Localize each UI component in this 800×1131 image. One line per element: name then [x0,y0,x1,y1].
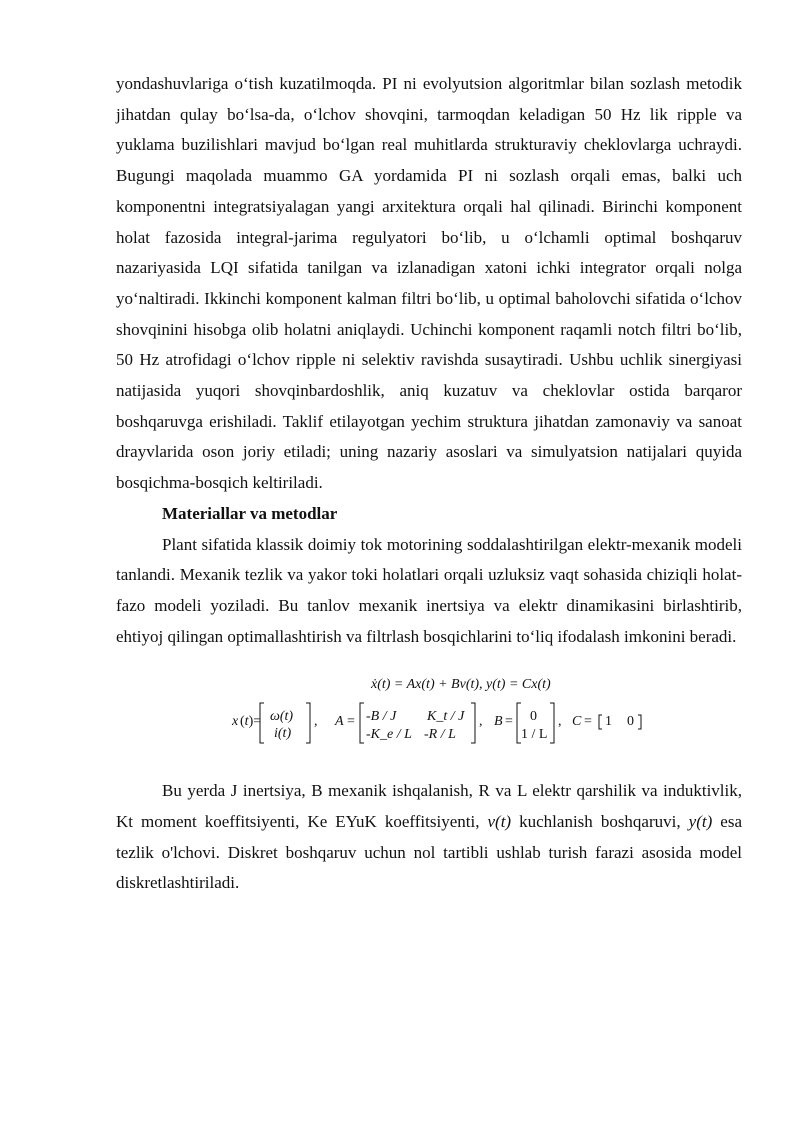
c-vector-right-bracket [638,715,641,729]
section-heading: Materiallar va metodlar [162,503,338,523]
x-vector-right-bracket [306,703,310,743]
comma-3: , [558,714,562,730]
c-vector-entry-0: 1 [605,714,612,730]
variables-text-1: Bu yerda J inertsiya, B mexanik ishqalanish, R va L elektr qarshilik va induktivlik, Kt moment koeffitsiyenti, Ke EYuK koeffitsiyenti, [116,781,742,832]
variables-paragraph [116,776,742,899]
a-eq: = [347,714,355,730]
b-vector-right-bracket [550,703,554,743]
state-space-equation [116,670,742,770]
x-arg: (t)= [240,714,262,730]
document-page [116,69,742,899]
c-label: C [572,714,582,730]
a-label: A [335,714,344,730]
comma-2: , [479,714,483,730]
x-vector-entry-1: i(t) [274,726,292,742]
a-matrix-left-bracket [360,703,364,743]
a-matrix-00: -B / J [366,709,397,725]
a-matrix-right-bracket [471,703,475,743]
voltage-symbol: v(t) [487,812,512,832]
equation-line-1: ẋ(t) = Ax(t) + Bv(t), y(t) = Cx(t) [371,677,551,693]
x-label: x [232,714,239,730]
a-matrix-11: -R / L [424,727,456,743]
a-matrix-01: K_t / J [427,709,465,725]
a-matrix-10: -K_e / L [366,727,412,743]
output-symbol: y(t) [688,812,713,832]
comma-1: , [314,714,318,730]
c-vector-entry-1: 0 [627,714,634,730]
variables-text-3: esa tezlik o'lchovi. Diskret boshqaruv uchun nol tartibli ushlab turish farazi asosida model diskretlashtiriladi. [116,812,742,893]
intro-paragraph: yondashuvlariga o‘tish kuzatilmoqda. PI ni evolyutsion algoritmlar bilan sozlash metodik jihatdan qulay bo‘lsa-da, o‘lchov shovqini, tarmoqdan keladigan 50 Hz lik ripple va yuklama buzilishlari mavjud bo‘lgan real muhitlarda strukturaviy cheklovlarga uchraydi. Bugungi maqolada muammo GA yordamida PI ni sozlash orqali emas, balki uch komponentni integratsiyalagan yangi arxitektura orqali hal qilinadi. Birinchi komponent holat fazosida integral-jarima regulyatori bo‘lib, u o‘lchamli optimal boshqaruv nazariyasida LQI sifatida tanilgan va izlanadigan xatoni ichki integrator orqali nolga yo‘naltiradi. Ikkinchi komponent kalman filtri bo‘lib, u optimal baholovchi sifatida o‘lchov shovqinini hisobga olib holatni aniqlaydi. Uchinchi komponent raqamli notch filtri bo‘lib, 50 Hz atrofidagi o‘lchov ripple ni selektiv ravishda susaytiradi. Ushbu uchlik sinergiyasi natijasida yuqori shovqinbardoshlik, aniq kuzatuv va cheklovlar ostida barqaror boshqaruvga erishiladi. Taklif etilayotgan yechim struktura jihatdan zamonaviy va sanoat drayvlarida oson joriy etiladi; uning nazariy asoslari va simulyatsion natijalari quyida bosqichma-bosqich keltiriladi. [116,74,742,493]
b-vector-entry-1: 1 / L [521,727,548,743]
variables-text-2: kuchlanish boshqaruvi, [511,812,689,832]
equation-block [116,652,742,776]
b-label: B [494,714,503,730]
c-vector-left-bracket [599,715,602,729]
methods-paragraph: Plant sifatida klassik doimiy tok motorining soddalashtirilgan elektr-mexanik modeli tanlandi. Mexanik tezlik va yakor toki holatlari orqali uzluksiz vaqt sohasida chiziqli holat-fazo modeli yoziladi. Bu tanlov mexanik inertsiya va elektr dinamikasini birlashtirib, ehtiyoj qilingan optimallashtirish va filtrlash bosqichlarini to‘liq ifodalash imkonini beradi. [116,534,742,646]
b-vector-entry-0: 0 [530,709,537,725]
b-eq: = [505,714,513,730]
c-eq: = [584,714,592,730]
x-vector-entry-0: ω(t) [270,709,294,725]
